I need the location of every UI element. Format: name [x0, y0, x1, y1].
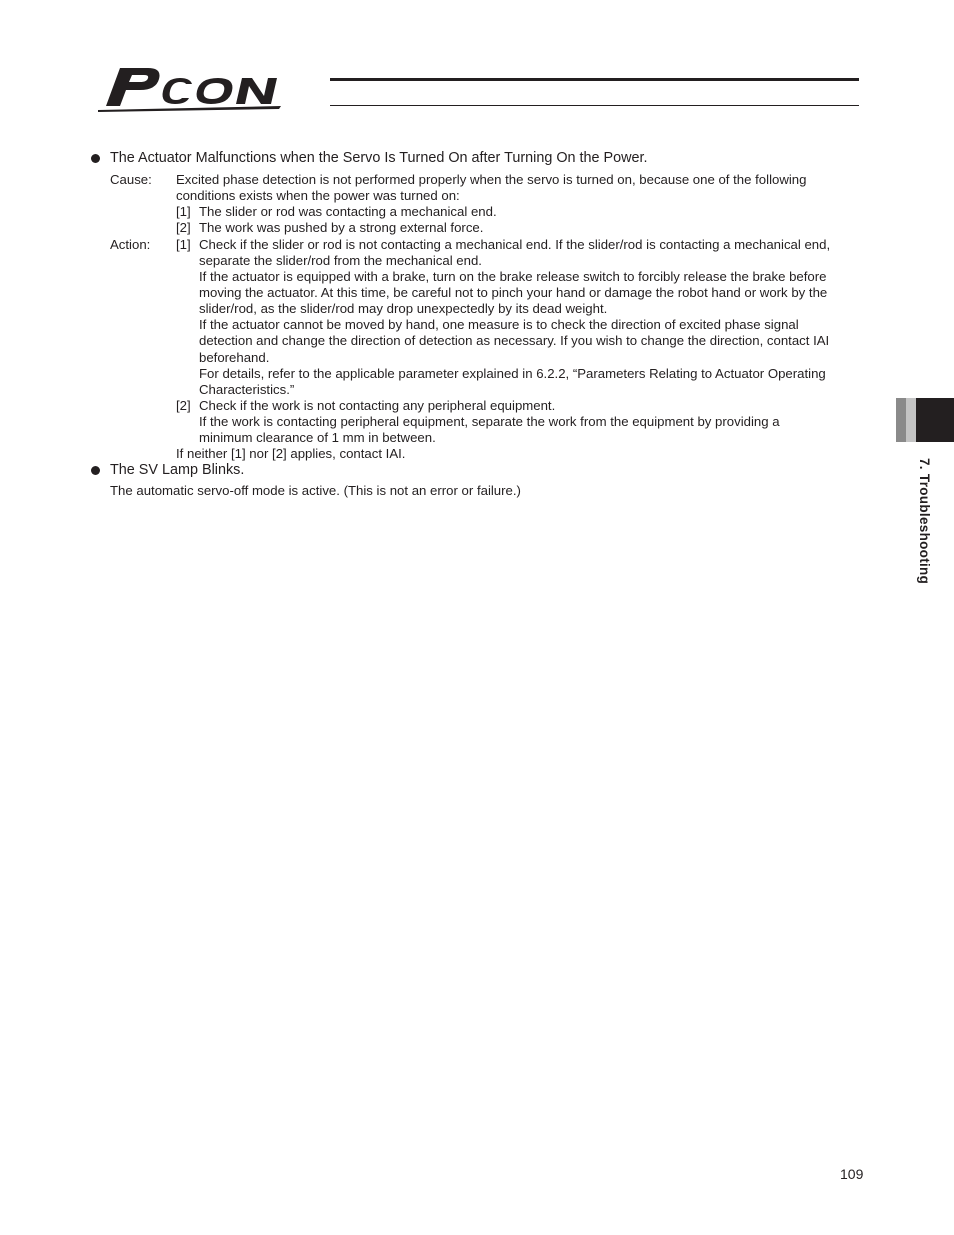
- chapter-label: 7. Troubleshooting: [917, 458, 932, 585]
- action-item2-line: If the work is contacting peripheral equipment, separate the work from the equipment by providing a: [199, 414, 780, 429]
- cause-item2: The work was pushed by a strong external force.: [199, 220, 484, 235]
- cause-item1-num: [1]: [176, 204, 191, 219]
- page-number: 109: [840, 1166, 864, 1182]
- section2-heading: The SV Lamp Blinks.: [110, 462, 245, 478]
- bullet-icon: [91, 466, 100, 475]
- section2-body: The automatic servo-off mode is active. (This is not an error or failure.): [110, 483, 521, 498]
- action-item1-line: separate the slider/rod from the mechanical end.: [199, 253, 482, 268]
- section1-heading: The Actuator Malfunctions when the Servo Is Turned On after Turning On the Power.: [110, 150, 648, 166]
- cause-text-line1: Excited phase detection is not performed properly when the servo is turned on, because one of the following: [176, 172, 807, 187]
- action-item1-line: If the actuator is equipped with a brake, turn on the brake release switch to forcibly release the brake before: [199, 269, 827, 284]
- action-item1-line: slider/rod, as the slider/rod may drop unexpectedly by its dead weight.: [199, 301, 608, 316]
- action-item2-line: minimum clearance of 1 mm in between.: [199, 430, 436, 445]
- cause-label: Cause:: [110, 172, 152, 187]
- cause-item1: The slider or rod was contacting a mechanical end.: [199, 204, 497, 219]
- action-item1-line: Check if the slider or rod is not contacting a mechanical end. If the slider/rod is contacting a mechanical end,: [199, 237, 831, 252]
- pcon-logo: [96, 62, 336, 112]
- action-item1-num: [1]: [176, 237, 191, 252]
- header-rule-thin: [330, 105, 859, 106]
- action-item1-line: For details, refer to the applicable parameter explained in 6.2.2, “Parameters Relating to Actuator Operating: [199, 366, 826, 381]
- action-item1-line: If the actuator cannot be moved by hand, one measure is to check the direction of excited phase signal: [199, 317, 799, 332]
- header-rule-thick: [330, 78, 859, 81]
- cause-item2-num: [2]: [176, 220, 191, 235]
- action-item1-line: Characteristics.”: [199, 382, 295, 397]
- cause-text-line2: conditions exists when the power was turned on:: [176, 188, 460, 203]
- action-item1-line: detection and change the direction of detection as necessary. If you wish to change the direction, contact IAI: [199, 333, 830, 348]
- action-footer: If neither [1] nor [2] applies, contact IAI.: [176, 446, 406, 461]
- action-item2-line: Check if the work is not contacting any peripheral equipment.: [199, 398, 556, 413]
- action-item1-line: beforehand.: [199, 350, 270, 365]
- action-item2-num: [2]: [176, 398, 191, 413]
- action-item1-line: moving the actuator. At this time, be careful not to pinch your hand or damage the robot hand or work by the: [199, 285, 828, 300]
- action-label: Action:: [110, 237, 151, 252]
- chapter-tab: [896, 398, 954, 442]
- bullet-icon: [91, 154, 100, 163]
